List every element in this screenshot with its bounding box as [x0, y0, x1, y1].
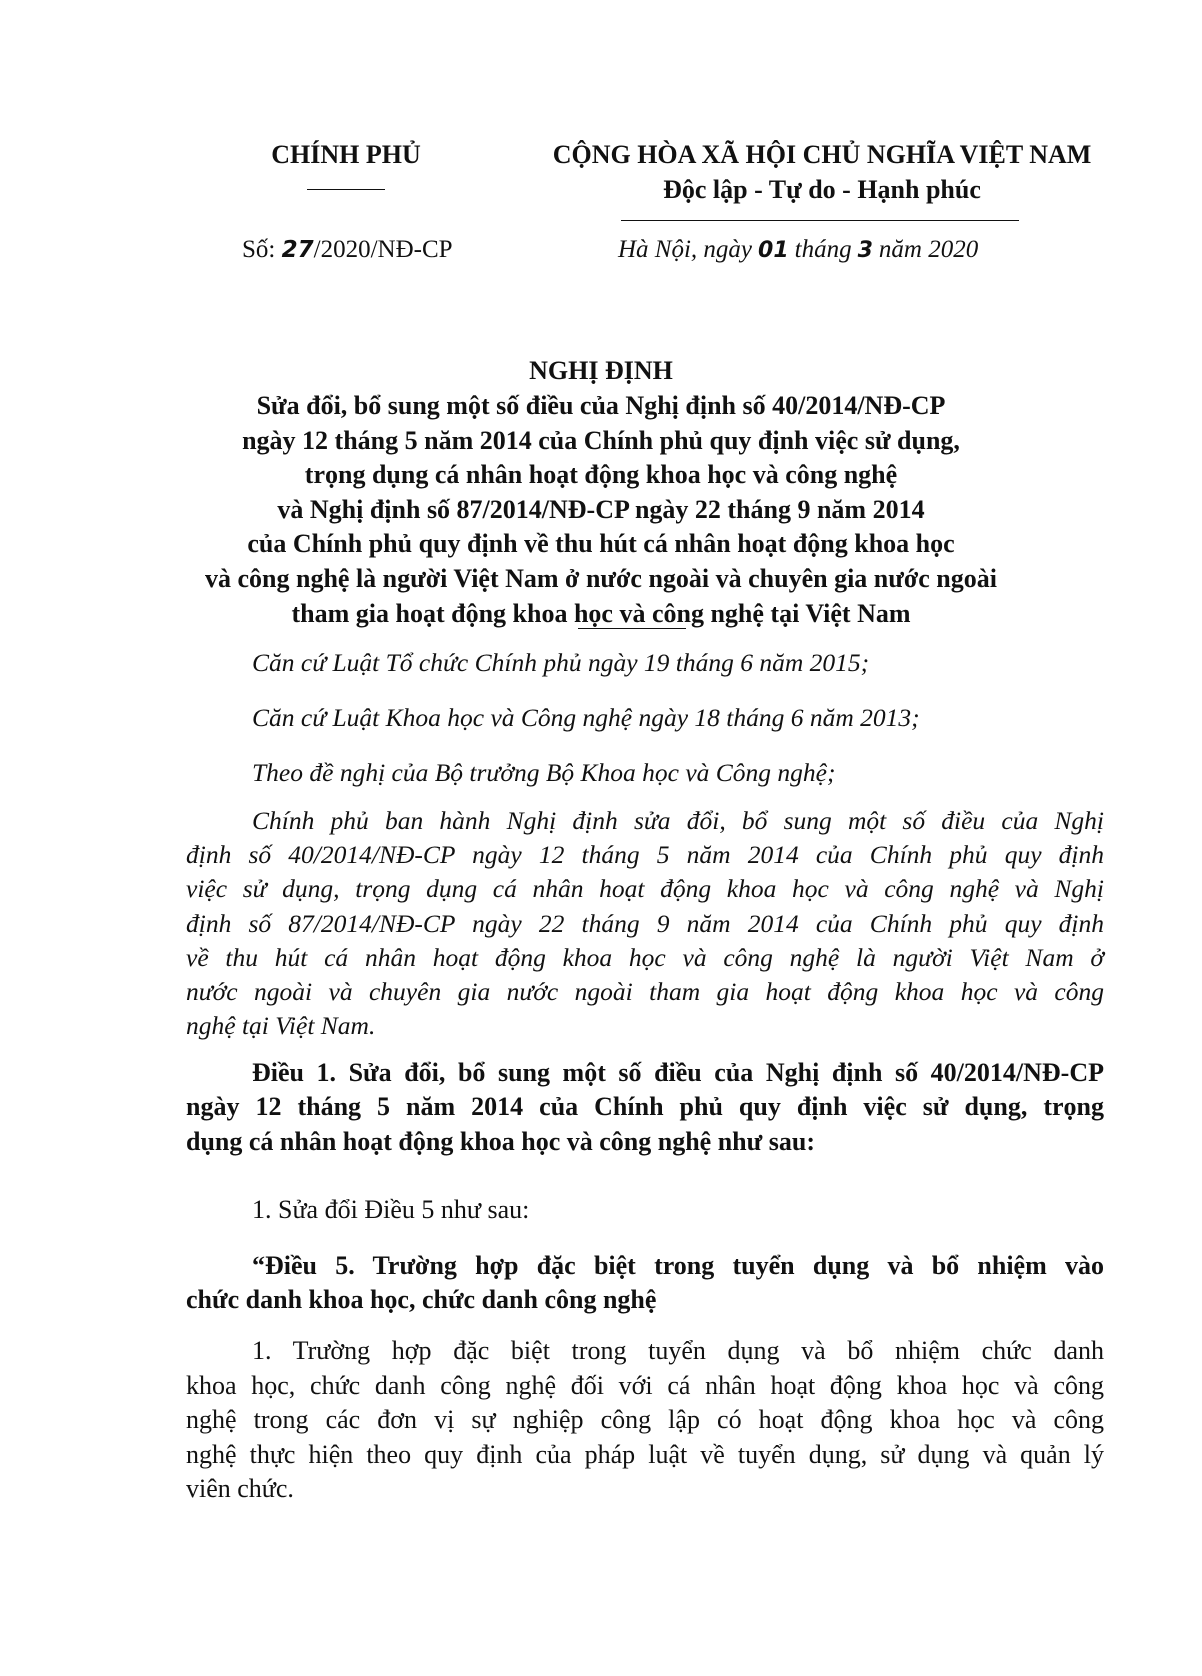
date-month-handwritten: 3 [857, 238, 873, 263]
clause-1-line: khoa học, chức danh công nghệ đối với cá nhân hoạt động khoa học và công [186, 1370, 1104, 1400]
item-1: 1. Sửa đổi Điều 5 như sau: [252, 1195, 530, 1224]
date-month-label: tháng [794, 236, 852, 263]
legal-basis-item: Căn cứ Luật Tổ chức Chính phủ ngày 19 tháng 6 năm 2015; [252, 648, 870, 677]
decree-statement-line: Chính phủ ban hành Nghị định sửa đổi, bổ sung một số điều của Nghị [252, 806, 1104, 835]
subject-line: tham gia hoạt động khoa học và công nghệ tại Việt Nam [291, 598, 911, 628]
clause-1 [186, 1334, 1104, 1507]
subject-line: trọng dụng cá nhân hoạt động khoa học và công nghệ [304, 460, 898, 490]
clause-1-line: nghệ trong các đơn vị sự nghiệp công lập có hoạt động khoa học và công [186, 1405, 1104, 1434]
document-number-prefix: Số: [242, 236, 282, 263]
article-1-line: ngày 12 tháng 5 năm 2014 của Chính phủ quy định việc sử dụng, trọng [186, 1092, 1104, 1122]
document-number-suffix: /2020/NĐ-CP [313, 236, 453, 263]
motto-underline [621, 220, 1019, 221]
agency-underline [307, 189, 385, 190]
article-1-line: Điều 1. Sửa đổi, bổ sung một số điều của Nghị định số 40/2014/NĐ-CP [252, 1058, 1104, 1087]
decree-statement-line: về thu hút cá nhân hoạt động khoa học và công nghệ là người Việt Nam ở [186, 942, 1104, 972]
clause-1-line: nghệ thực hiện theo quy định của pháp luật về tuyển dụng, sử dụng và quản lý [186, 1439, 1104, 1469]
date-day-handwritten: 01 [758, 238, 789, 263]
clause-1-line: viên chức. [186, 1474, 294, 1503]
article-5-heading [186, 1249, 1104, 1318]
date-place: Hà Nội, ngày [618, 236, 753, 263]
place-and-date [618, 236, 978, 264]
decree-statement-line: việc sử dụng, trọng dụng cá nhân hoạt động khoa học và công nghệ và Nghị [186, 874, 1104, 904]
document-subject [100, 389, 1102, 631]
subject-line: và công nghệ là người Việt Nam ở nước ngoài và chuyên gia nước ngoài [204, 563, 997, 593]
country-name: CỘNG HÒA XÃ HỘI CHỦ NGHĨA VIỆT NAM [552, 140, 1092, 169]
national-motto: Độc lập - Tự do - Hạnh phúc [663, 175, 981, 204]
subject-underline [578, 628, 686, 629]
decree-statement-line: nước ngoài và chuyên gia nước ngoài tham gia hoạt động khoa học và công [186, 977, 1104, 1007]
decree-statement-line: định số 40/2014/NĐ-CP ngày 12 tháng 5 năm 2014 của Chính phủ quy định [186, 840, 1104, 870]
date-year: năm 2020 [878, 236, 979, 263]
subject-line: ngày 12 tháng 5 năm 2014 của Chính phủ quy định việc sử dụng, [242, 425, 960, 455]
legal-basis-item: Theo đề nghị của Bộ trưởng Bộ Khoa học và Công nghệ; [252, 758, 836, 787]
agency-name: CHÍNH PHỦ [271, 140, 421, 169]
article-5-line: “Điều 5. Trường hợp đặc biệt trong tuyển dụng và bổ nhiệm vào [252, 1251, 1104, 1280]
subject-line: và Nghị định số 87/2014/NĐ-CP ngày 22 tháng 9 năm 2014 [277, 494, 925, 524]
legal-basis-item: Căn cứ Luật Khoa học và Công nghệ ngày 18 tháng 6 năm 2013; [252, 703, 920, 732]
document-number [242, 236, 453, 264]
decree-statement-line: nghệ tại Việt Nam. [186, 1011, 376, 1041]
article-1-heading [186, 1056, 1104, 1159]
article-1-line: dụng cá nhân hoạt động khoa học và công nghệ như sau: [186, 1126, 815, 1156]
subject-line: Sửa đổi, bổ sung một số điều của Nghị định số 40/2014/NĐ-CP [256, 391, 946, 420]
article-5-line: chức danh khoa học, chức danh công nghệ [186, 1285, 657, 1315]
document-type: NGHỊ ĐỊNH [529, 356, 673, 385]
clause-1-line: 1. Trường hợp đặc biệt trong tuyển dụng và bổ nhiệm chức danh [252, 1336, 1104, 1365]
subject-line: của Chính phủ quy định về thu hút cá nhân hoạt động khoa học [247, 529, 955, 559]
decree-statement [186, 804, 1104, 1043]
document-number-handwritten: 27 [281, 237, 314, 263]
decree-statement-line: định số 87/2014/NĐ-CP ngày 22 tháng 9 năm 2014 của Chính phủ quy định [186, 908, 1104, 938]
